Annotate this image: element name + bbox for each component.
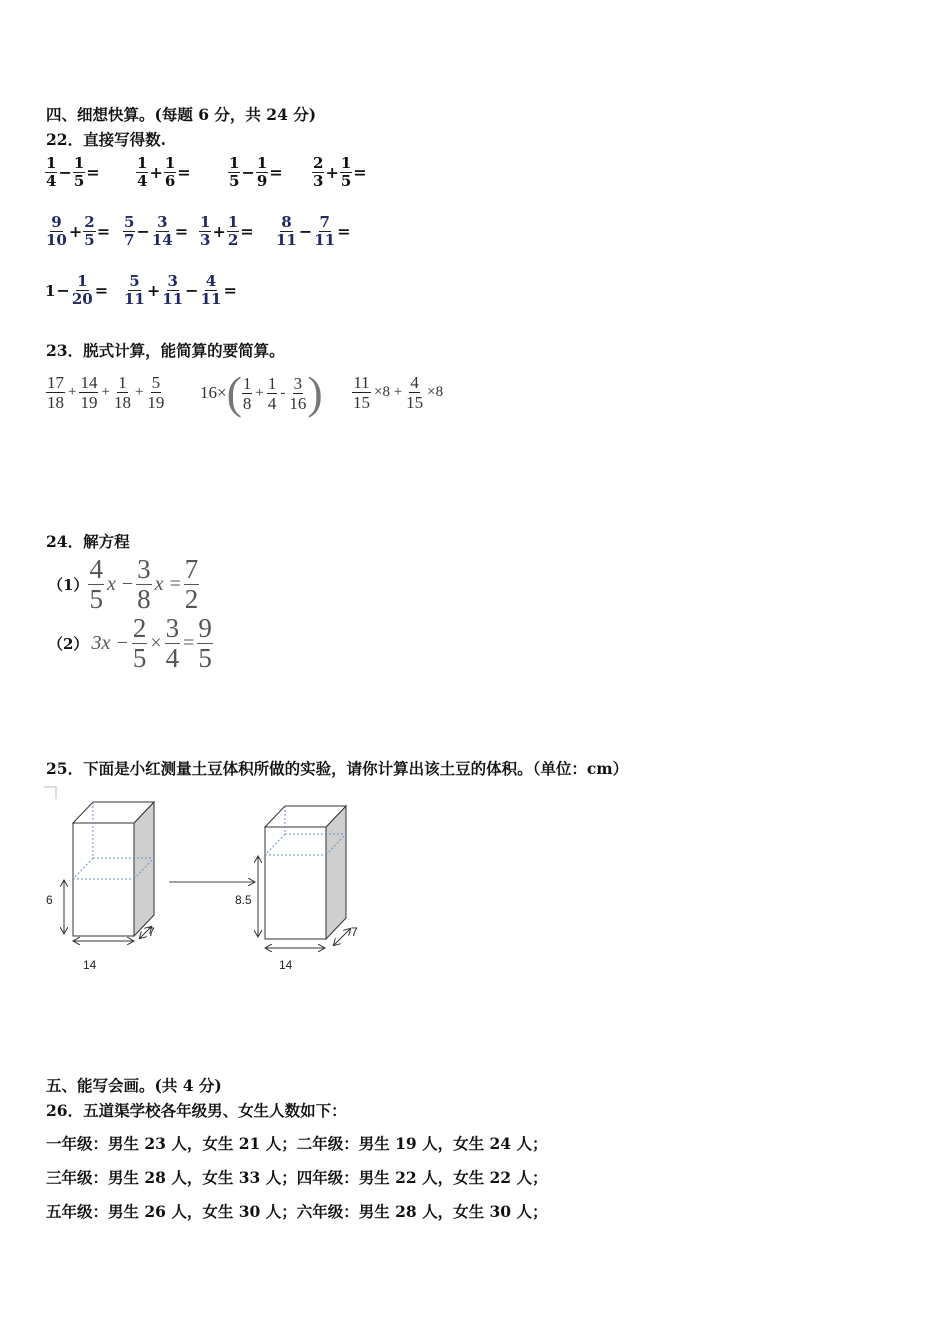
question-24-label: 24．解方程 xyxy=(46,532,130,551)
q23-expression-1: $\frac{17}{18}$ + $\frac{14}{19}$ + $\frac{1}{18}$ + $\frac{5}{19}$ xyxy=(47,373,165,412)
q22-r1-e2: $\frac{1}{4}$ + $\frac{1}{6}$ = xyxy=(137,154,191,190)
q22-r3-e1: 1 − $\frac{1}{20}$ = xyxy=(45,272,109,308)
box1-width-label: 14 xyxy=(83,958,97,972)
question-22-label: 22．直接写得数. xyxy=(46,130,166,149)
grade-data-line-3: 五年级：男生 26 人，女生 30 人；六年级：男生 28 人，女生 30 人； xyxy=(46,1202,548,1221)
q22-r3-e2: $\frac{5}{11}$ + $\frac{3}{11}$ − $\frac{4}{11}$ = xyxy=(124,272,237,308)
potato-volume-diagram xyxy=(40,785,380,980)
q22-r2-e3: $\frac{1}{3}$ + $\frac{1}{2}$ = xyxy=(200,213,254,249)
q22-r1-e4: $\frac{2}{3}$ + $\frac{1}{5}$ = xyxy=(313,154,367,190)
question-26-label: 26．五道渠学校各年级男、女生人数如下： xyxy=(46,1101,347,1120)
left-paren: ( xyxy=(226,367,242,418)
section-4-heading: 四、细想快算。(每题 6 分，共 24 分) xyxy=(46,105,317,124)
grade-data-line-1: 一年级：男生 23 人，女生 21 人；二年级：男生 19 人，女生 24 人； xyxy=(46,1134,548,1153)
box2-width-label: 14 xyxy=(279,958,293,972)
section-5-heading: 五、能写会画。(共 4 分) xyxy=(46,1076,222,1095)
question-23-label: 23．脱式计算，能简算的要简算。 xyxy=(46,341,285,360)
box2-depth-label: 7 xyxy=(351,925,358,939)
q23-expression-2: 16× ( $\frac{1}{8}$ + $\frac{1}{4}$ - $\frac{3}{16}$ ) xyxy=(200,367,323,418)
q22-r2-e1: $\frac{9}{10}$ + $\frac{2}{5}$ = xyxy=(46,213,111,249)
box1-height-label: 6 xyxy=(46,893,53,907)
q22-r2-e4: $\frac{8}{11}$ − $\frac{7}{11}$ = xyxy=(276,213,351,249)
grade-data-line-2: 三年级：男生 28 人，女生 33 人；四年级：男生 22 人，女生 22 人； xyxy=(46,1168,548,1187)
right-paren: ) xyxy=(307,367,323,418)
q22-r1-e3: $\frac{1}{5}$ − $\frac{1}{9}$ = xyxy=(229,154,283,190)
q22-r2-e2: $\frac{5}{7}$ − $\frac{3}{14}$ = xyxy=(124,213,189,249)
q24-equation-2: （2） 3x − $\frac{2}{5}$ × $\frac{3}{4}$ = $\frac{9}{5}$ xyxy=(48,613,212,673)
box2-height-label: 8.5 xyxy=(235,893,252,907)
q22-r1-e1: $\frac{1}{4}$ − $\frac{1}{5}$ = xyxy=(46,154,100,190)
q23-expression-3: $\frac{11}{15}$ ×8 + $\frac{4}{15}$ ×8 xyxy=(353,373,444,412)
container-after xyxy=(258,806,350,948)
question-25-label: 25．下面是小红测量土豆体积所做的实验，请你计算出该土豆的体积。（单位：cm） xyxy=(46,759,629,778)
box1-depth-label: 7 xyxy=(148,925,155,939)
container-before xyxy=(64,802,154,941)
q24-equation-1: （1） $\frac{4}{5}$ x − $\frac{3}{8}$ x = $\frac{7}{2}$ xyxy=(48,554,199,614)
